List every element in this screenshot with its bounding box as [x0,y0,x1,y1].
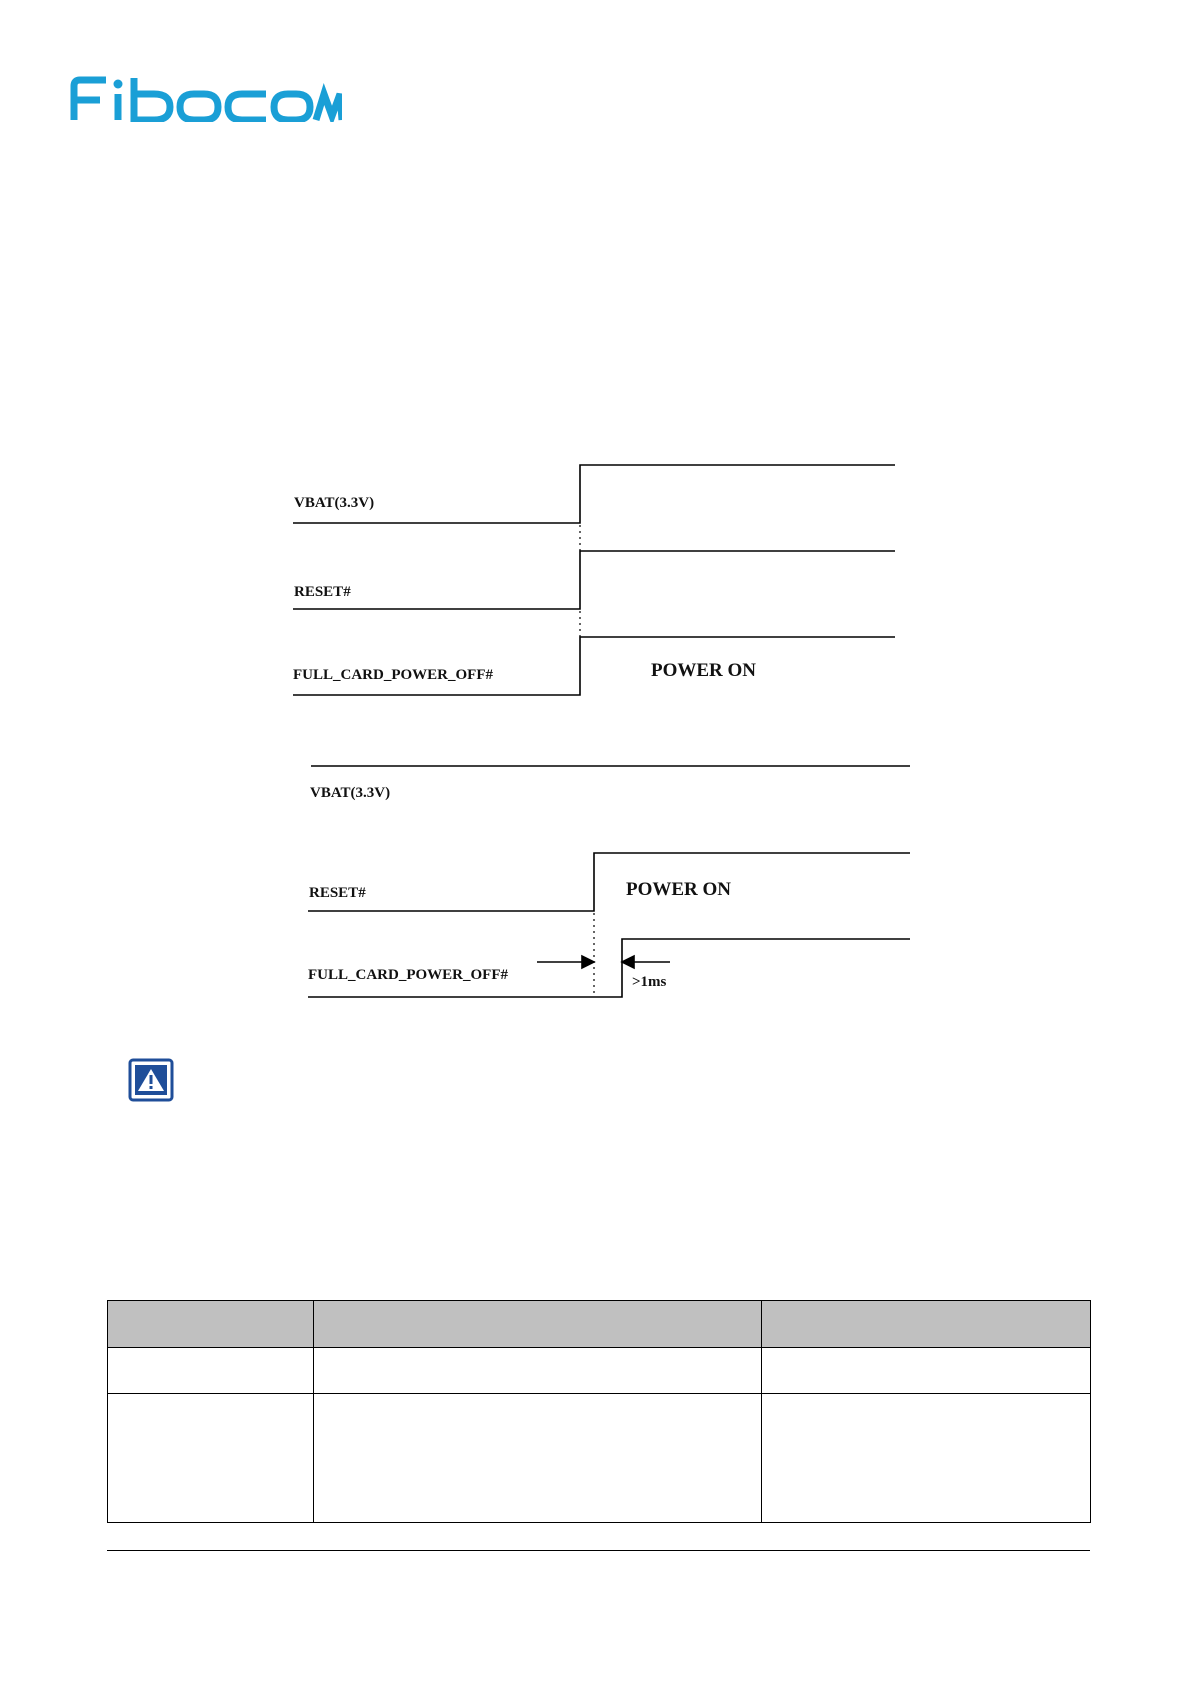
signal-label-full-card-power-off: FULL_CARD_POWER_OFF# [308,967,508,983]
table-row [108,1394,1091,1523]
warning-icon [128,1058,174,1102]
table-cell [762,1394,1091,1523]
table-row [108,1348,1091,1394]
signal-label-vbat: VBAT(3.3V) [294,495,375,511]
table-cell [108,1394,314,1523]
power-on-label: POWER ON [651,660,757,681]
footer-divider [107,1550,1090,1551]
timing-label: >1ms [632,974,667,990]
table-cell [762,1348,1091,1394]
table-cell [314,1394,762,1523]
table-header-cell [762,1301,1091,1348]
signal-label-reset: RESET# [294,584,351,600]
table-header-cell [108,1301,314,1348]
table-header-row [108,1301,1091,1348]
table-cell [314,1348,762,1394]
power-off-waveform-1 [293,637,895,695]
reset-waveform-1 [293,551,895,609]
power-on-label: POWER ON [626,879,732,900]
signal-label-vbat: VBAT(3.3V) [310,785,391,801]
signal-label-full-card-power-off: FULL_CARD_POWER_OFF# [293,667,493,683]
vbat-waveform-1 [293,465,895,523]
table-header-cell [314,1301,762,1348]
data-table [107,1300,1091,1523]
signal-label-reset: RESET# [309,885,366,901]
table-cell [108,1348,314,1394]
reset-waveform-2 [308,853,910,911]
